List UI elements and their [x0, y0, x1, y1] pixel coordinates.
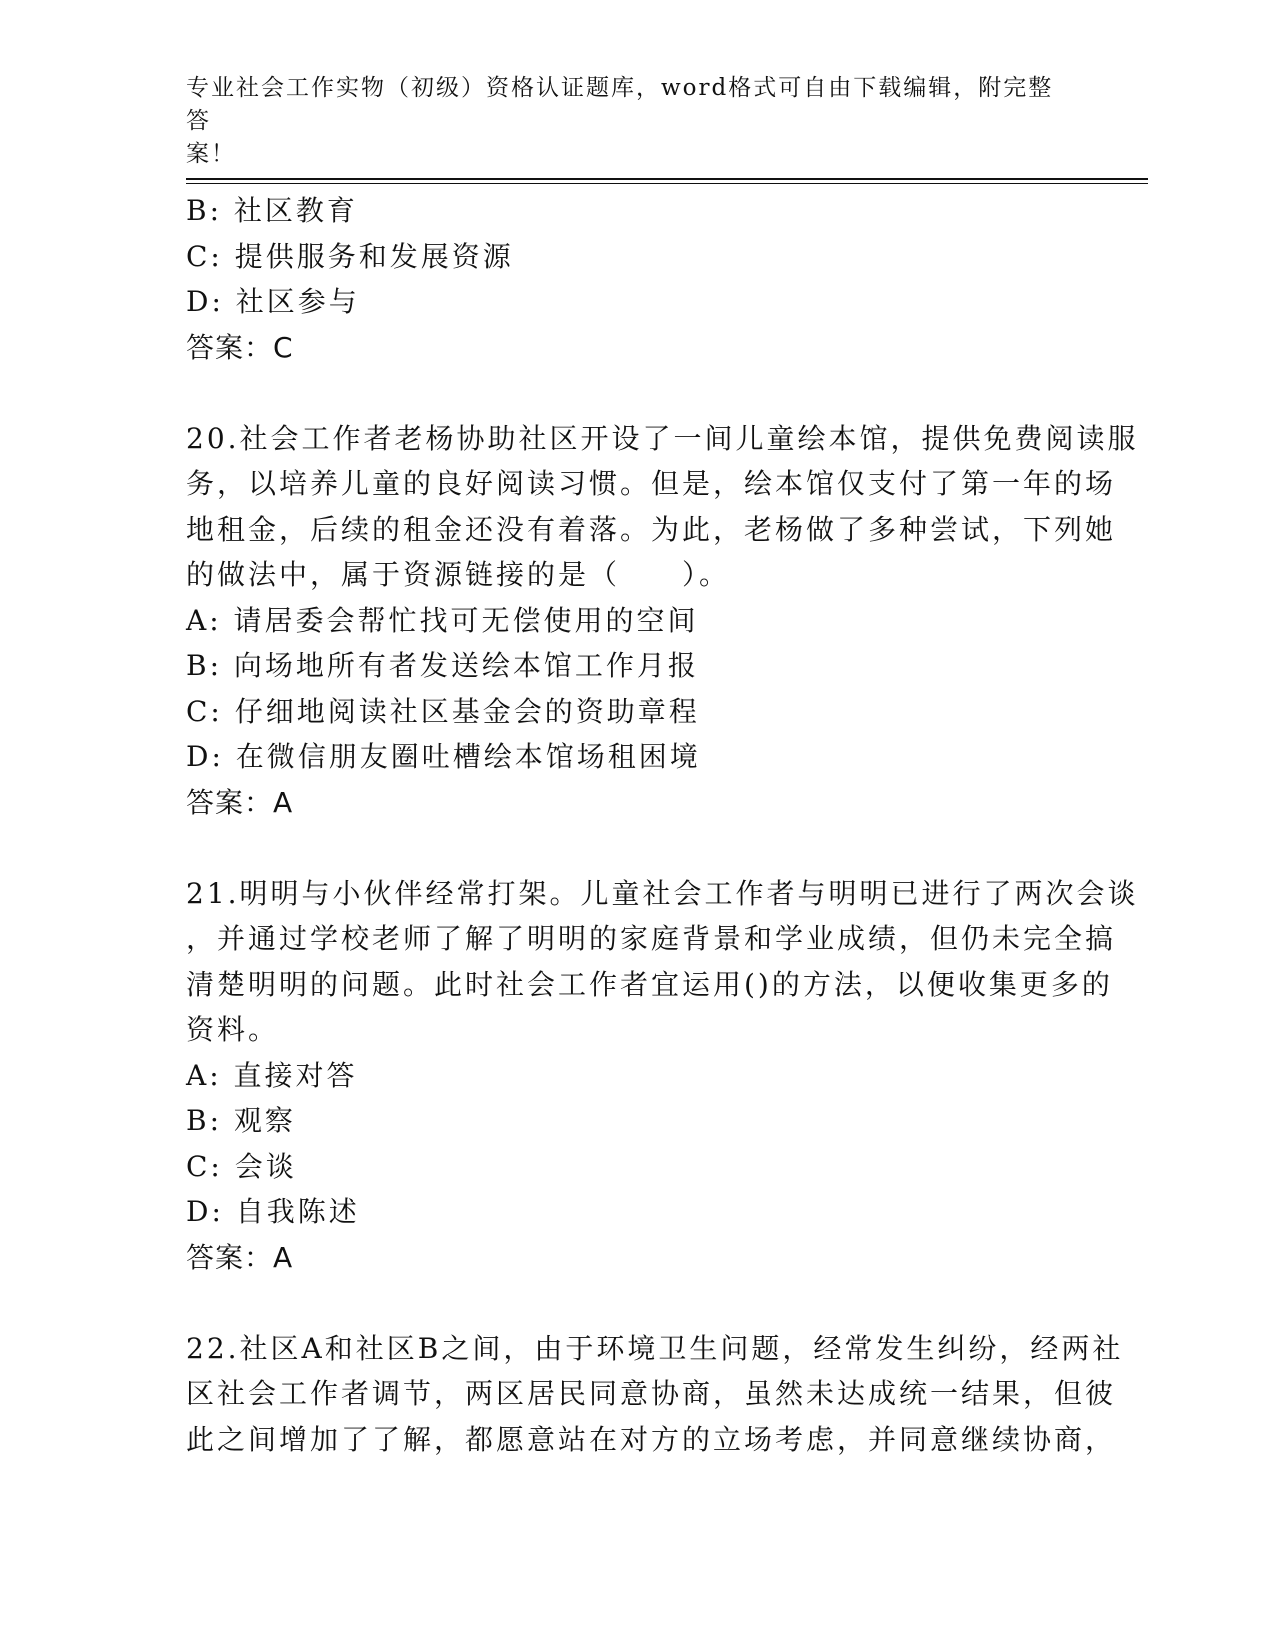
question-21: [186, 871, 1139, 1281]
header-line-2: 案！: [186, 141, 236, 167]
option-a: A: 直接对答: [186, 1058, 358, 1092]
answer-line: 答案：A: [186, 1240, 294, 1274]
option-c: C: 仔细地阅读社区基金会的资助章程: [186, 694, 700, 728]
question-text-line: 的做法中，属于资源链接的是（ ）。: [186, 558, 731, 591]
option-b: B: 社区教育: [186, 194, 358, 227]
question-text-line: 此之间增加了了解，都愿意站在对方的立场考虑，并同意继续协商，: [186, 1422, 1117, 1456]
answer-line: 答案：A: [186, 785, 294, 819]
question-text-line: 资料。: [186, 1013, 280, 1046]
option-d: D: 自我陈述: [186, 1195, 360, 1228]
option-d: D: 在微信朋友圈吐槽绘本馆场租困境: [186, 740, 701, 773]
question-text-line: 区社会工作者调节，两区居民同意协商，虽然未达成统一结果，但彼: [186, 1377, 1117, 1410]
document-header: [186, 72, 1066, 171]
question-text-line: ，并通过学校老师了解了明明的家庭背景和学业成绩，但仍未完全搞: [186, 922, 1117, 955]
question-text-line: 务，以培养儿童的良好阅读习惯。但是，绘本馆仅支付了第一年的场: [186, 467, 1117, 500]
spacer: [186, 1280, 1086, 1326]
question-text-line: 地租金，后续的租金还没有着落。为此，老杨做了多种尝试，下列她: [186, 512, 1117, 546]
option-b: B: 向场地所有者发送绘本馆工作月报: [186, 649, 699, 682]
spacer: [186, 370, 1086, 416]
header-divider-thin: [186, 183, 1148, 184]
question-text-line: 22.社区A和社区B之间，由于环境卫生问题，经常发生纠纷，经两社: [186, 1331, 1124, 1365]
previous-question: [186, 188, 1086, 370]
question-20: [186, 416, 1139, 826]
question-22: [186, 1326, 1124, 1463]
spacer: [186, 825, 1086, 871]
option-c: C: 会谈: [186, 1149, 297, 1183]
question-text-line: 清楚明明的问题。此时社会工作者宜运用()的方法，以便收集更多的: [186, 967, 1113, 1001]
header-line-1: 专业社会工作实物（初级）资格认证题库，word格式可自由下载编辑，附完整答: [186, 75, 1054, 134]
question-text-line: 20.社会工作者老杨协助社区开设了一间儿童绘本馆，提供免费阅读服: [186, 421, 1139, 455]
document-body: [186, 188, 1139, 1462]
answer-line: 答案：C: [186, 330, 294, 364]
question-text-line: 21.明明与小伙伴经常打架。儿童社会工作者与明明已进行了两次会谈: [186, 876, 1139, 910]
option-a: A: 请居委会帮忙找可无偿使用的空间: [186, 603, 699, 637]
option-b: B: 观察: [186, 1104, 296, 1137]
header-divider-thick: [186, 178, 1148, 180]
option-d: D: 社区参与: [186, 285, 360, 318]
option-c: C: 提供服务和发展资源: [186, 239, 514, 273]
